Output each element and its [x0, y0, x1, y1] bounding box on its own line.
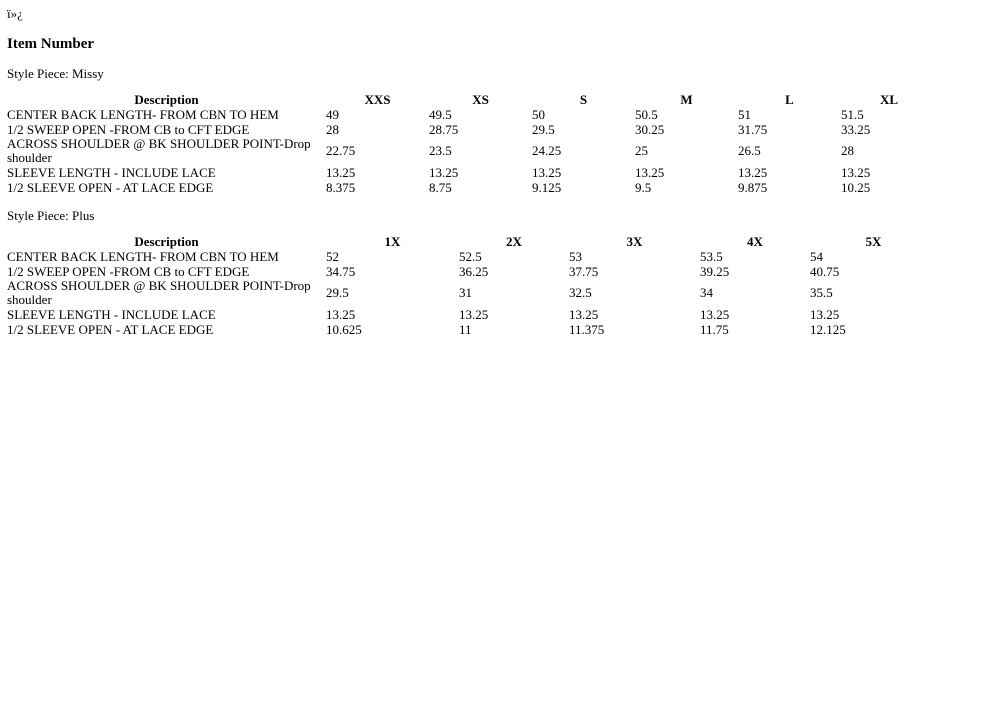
measurement-cell: 52 — [326, 248, 339, 264]
measurement-cell: 10.625 — [326, 321, 362, 337]
column-header-size: 5X — [865, 233, 882, 249]
measurement-cell: 29.5 — [326, 285, 349, 300]
measurement-cell: 49 — [326, 106, 339, 122]
measurement-cell: 34 — [700, 285, 713, 300]
measurement-cell: 52.5 — [459, 248, 482, 264]
table-row — [7, 180, 937, 195]
table-row — [7, 165, 937, 180]
plus-spec-table — [7, 234, 937, 337]
measurement-cell: 13.25 — [569, 306, 599, 322]
measurement-cell: 30.25 — [635, 121, 665, 137]
row-description: ACROSS SHOULDER @ BK SHOULDER POINT-Drop shoulder — [7, 278, 311, 307]
measurement-cell: 24.25 — [532, 143, 562, 158]
missy-spec-table — [7, 92, 937, 195]
row-description: 1/2 SLEEVE OPEN - AT LACE EDGE — [7, 321, 214, 337]
page-title: Item Number — [7, 36, 95, 52]
measurement-cell: 54 — [810, 248, 823, 264]
column-header-size: XS — [472, 91, 489, 107]
measurement-cell: 13.25 — [532, 164, 562, 180]
measurement-cell: 8.75 — [429, 179, 452, 195]
column-header-size: L — [785, 91, 794, 107]
measurement-cell: 13.25 — [326, 306, 356, 322]
measurement-cell: 13.25 — [326, 164, 356, 180]
measurement-cell: 23.5 — [429, 143, 452, 158]
document-page — [0, 0, 1000, 337]
measurement-cell: 50.5 — [635, 106, 658, 122]
measurement-cell: 36.25 — [459, 263, 489, 279]
row-description: CENTER BACK LENGTH- FROM CBN TO HEM — [7, 248, 279, 264]
table-row — [7, 322, 937, 337]
measurement-cell: 53 — [569, 248, 582, 264]
measurement-cell: 12.125 — [810, 321, 846, 337]
measurement-cell: 9.125 — [532, 179, 562, 195]
measurement-cell: 13.25 — [810, 306, 840, 322]
table-header-row — [7, 234, 937, 249]
table-row — [7, 249, 937, 264]
row-description: 1/2 SWEEP OPEN -FROM CB to CFT EDGE — [7, 121, 250, 137]
measurement-cell: 32.5 — [569, 285, 592, 300]
measurement-cell: 11.75 — [700, 321, 729, 337]
measurement-cell: 9.5 — [635, 179, 652, 195]
column-header-size: 1X — [384, 233, 401, 249]
row-description: 1/2 SLEEVE OPEN - AT LACE EDGE — [7, 179, 214, 195]
measurement-cell: 13.25 — [841, 164, 871, 180]
row-description: CENTER BACK LENGTH- FROM CBN TO HEM — [7, 106, 279, 122]
measurement-cell: 13.25 — [738, 164, 768, 180]
style-piece-missy-label: Style Piece: Missy — [7, 66, 104, 81]
measurement-cell: 35.5 — [810, 285, 833, 300]
measurement-cell: 29.5 — [532, 121, 555, 137]
column-header-size: M — [680, 91, 693, 107]
column-header-description: Description — [134, 233, 199, 249]
measurement-cell: 34.75 — [326, 263, 356, 279]
column-header-description: Description — [134, 91, 199, 107]
measurement-cell: 11.375 — [569, 321, 605, 337]
column-header-size: XL — [879, 91, 899, 107]
measurement-cell: 28 — [841, 143, 854, 158]
column-header-size: 3X — [626, 233, 643, 249]
measurement-cell: 13.25 — [700, 306, 730, 322]
measurement-cell: 31.75 — [738, 121, 768, 137]
measurement-cell: 50 — [532, 106, 545, 122]
row-description: ACROSS SHOULDER @ BK SHOULDER POINT-Drop shoulder — [7, 136, 311, 165]
table-header-row — [7, 92, 937, 107]
style-piece-plus-label: Style Piece: Plus — [7, 208, 95, 223]
measurement-cell: 28.75 — [429, 121, 459, 137]
measurement-cell: 9.875 — [738, 179, 768, 195]
table-row — [7, 107, 937, 122]
measurement-cell: 22.75 — [326, 143, 356, 158]
row-description: SLEEVE LENGTH - INCLUDE LACE — [7, 164, 216, 180]
measurement-cell: 8.375 — [326, 179, 356, 195]
measurement-cell: 39.25 — [700, 263, 730, 279]
measurement-cell: 13.25 — [429, 164, 459, 180]
encoding-artifact-text: ï»¿ — [7, 6, 23, 21]
measurement-cell: 37.75 — [569, 263, 599, 279]
table-row — [7, 122, 937, 137]
measurement-cell: 51.5 — [841, 106, 864, 122]
column-header-size: 4X — [747, 233, 763, 249]
measurement-cell: 49.5 — [429, 106, 452, 122]
column-header-size: XXS — [364, 91, 391, 107]
measurement-cell: 33.25 — [841, 121, 871, 137]
measurement-cell: 31 — [459, 285, 472, 300]
table-row — [7, 279, 937, 307]
measurement-cell: 13.25 — [635, 164, 665, 180]
column-header-size: S — [579, 91, 588, 107]
measurement-cell: 13.25 — [459, 306, 489, 322]
row-description: SLEEVE LENGTH - INCLUDE LACE — [7, 306, 216, 322]
measurement-cell: 53.5 — [700, 248, 723, 264]
measurement-cell: 51 — [738, 106, 751, 122]
table-row — [7, 137, 937, 165]
measurement-cell: 25 — [635, 143, 648, 158]
row-description: 1/2 SWEEP OPEN -FROM CB to CFT EDGE — [7, 263, 250, 279]
table-row — [7, 264, 937, 279]
measurement-cell: 40.75 — [810, 263, 840, 279]
measurement-cell: 26.5 — [738, 143, 761, 158]
column-header-size: 2X — [506, 233, 522, 249]
measurement-cell: 11 — [459, 321, 472, 337]
measurement-cell: 10.25 — [841, 179, 871, 195]
measurement-cell: 28 — [326, 121, 339, 137]
table-row — [7, 307, 937, 322]
